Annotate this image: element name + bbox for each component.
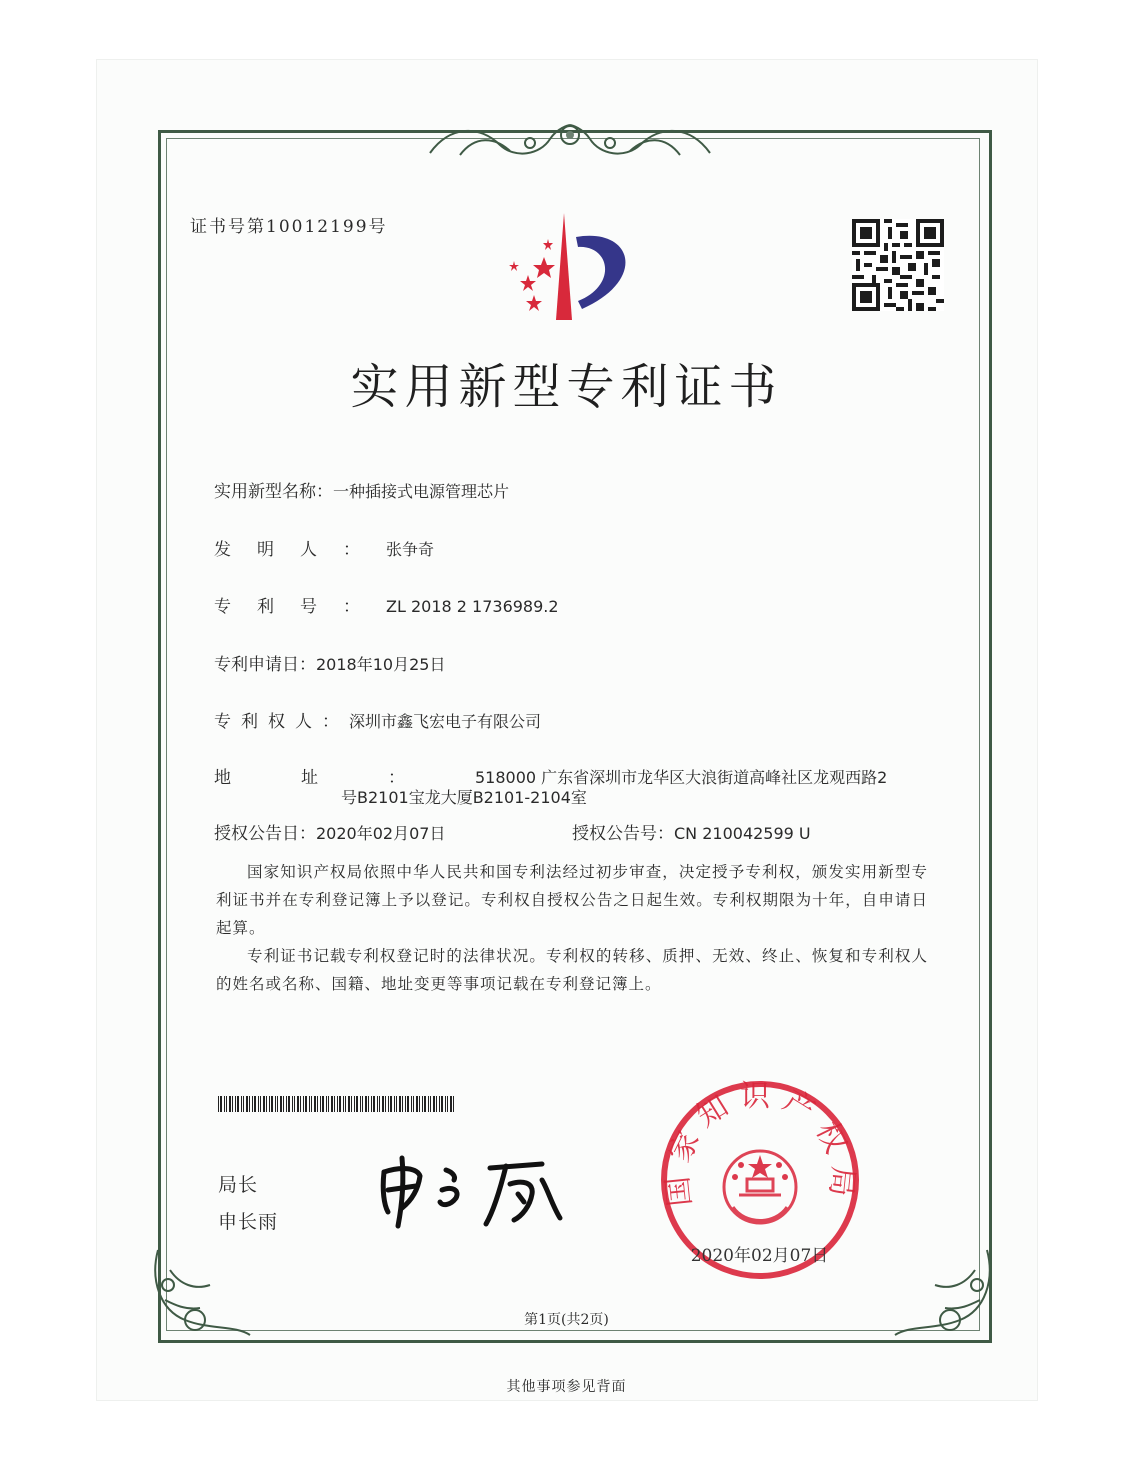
field-utility-model-name xyxy=(214,477,509,502)
barcode-bar xyxy=(280,1096,282,1112)
barcode-bar xyxy=(286,1096,287,1112)
barcode-bar xyxy=(252,1096,253,1112)
barcode-bar xyxy=(445,1096,446,1112)
barcode-bar xyxy=(411,1096,412,1112)
barcode-bar xyxy=(334,1096,335,1112)
barcode xyxy=(218,1096,458,1112)
barcode-bar xyxy=(428,1096,429,1112)
bottom-left-ornament xyxy=(140,1240,260,1350)
seal-date: 2020年02月07日 xyxy=(690,1246,829,1266)
back-note: 其他事项参见背面 xyxy=(506,1379,627,1395)
bottom-right-ornament xyxy=(885,1240,1005,1350)
barcode-bar xyxy=(263,1096,265,1112)
announcement-date: 2020年02月07日 xyxy=(316,824,446,843)
barcode-bar xyxy=(339,1096,341,1112)
barcode-bar xyxy=(243,1096,244,1112)
barcode-bar xyxy=(331,1096,333,1112)
barcode-bar xyxy=(362,1096,363,1112)
certificate-title: 实用新型专利证书 xyxy=(350,359,783,415)
top-ornament xyxy=(420,115,720,163)
barcode-bar xyxy=(260,1096,261,1112)
barcode-bar xyxy=(326,1096,327,1112)
barcode-bar xyxy=(343,1096,344,1112)
statement-paragraph-1: 国家知识产权局依照中华人民共和国专利法经过初步审查，决定授予专利权，颁发实用新型专利证书并在专利登记簿上予以登记。专利权自授权公告之日起生效。专利权期限为十年，自申请日起算。 xyxy=(216,863,928,937)
barcode-bar xyxy=(297,1096,299,1112)
field-label: 地址： xyxy=(214,768,475,788)
patent-office-logo xyxy=(498,205,648,323)
inventor-name: 张争奇 xyxy=(386,540,435,559)
barcode-bar xyxy=(345,1096,346,1112)
barcode-bar xyxy=(305,1096,307,1112)
barcode-bar xyxy=(337,1096,338,1112)
barcode-bar xyxy=(385,1096,386,1112)
statement-paragraph-2: 专利证书记载专利权登记时的法律状况。专利权的转移、质押、无效、终止、恢复和专利权人的姓名或名称、国籍、地址变更等事项记载在专利登记簿上。 xyxy=(216,947,928,993)
barcode-bar xyxy=(416,1096,418,1112)
barcode-bar xyxy=(390,1096,392,1112)
barcode-bar xyxy=(235,1096,236,1112)
field-announcement-number xyxy=(572,819,811,844)
barcode-bar xyxy=(229,1096,231,1112)
page-number: 第1页(共2页) xyxy=(524,1312,609,1328)
utility-model-name: 一种插接式电源管理芯片 xyxy=(333,482,510,501)
barcode-bar xyxy=(447,1096,448,1112)
barcode-bar xyxy=(377,1096,378,1112)
barcode-bar xyxy=(226,1096,227,1112)
barcode-bar xyxy=(360,1096,361,1112)
barcode-bar xyxy=(379,1096,380,1112)
barcode-bar xyxy=(433,1096,435,1112)
barcode-bar xyxy=(288,1096,290,1112)
barcode-bar xyxy=(402,1096,403,1112)
barcode-bar xyxy=(354,1096,355,1112)
field-label: 授权公告号： xyxy=(572,824,674,844)
barcode-bar xyxy=(328,1096,329,1112)
barcode-bar xyxy=(371,1096,372,1112)
filing-date: 2018年10月25日 xyxy=(316,655,446,674)
barcode-bar xyxy=(382,1096,384,1112)
director-name: 申长雨 xyxy=(218,1211,279,1233)
barcode-bar xyxy=(269,1096,270,1112)
barcode-bar xyxy=(271,1096,273,1112)
barcode-bar xyxy=(322,1096,324,1112)
barcode-bar xyxy=(300,1096,301,1112)
field-label: 专利权人： xyxy=(214,712,349,732)
barcode-bar xyxy=(317,1096,318,1112)
barcode-bar xyxy=(277,1096,278,1112)
barcode-bar xyxy=(365,1096,367,1112)
barcode-bar xyxy=(320,1096,321,1112)
barcode-bar xyxy=(258,1096,259,1112)
field-announcement-date xyxy=(214,819,445,844)
barcode-bar xyxy=(224,1096,225,1112)
barcode-bar xyxy=(439,1096,440,1112)
patent-number: ZL 2018 2 1736989.2 xyxy=(386,597,559,616)
barcode-bar xyxy=(450,1096,452,1112)
field-label: 专利申请日： xyxy=(214,655,316,675)
barcode-bar xyxy=(348,1096,350,1112)
field-label: 专利号： xyxy=(214,597,386,617)
barcode-bar xyxy=(254,1096,256,1112)
barcode-bar xyxy=(351,1096,352,1112)
field-label: 授权公告日： xyxy=(214,824,316,844)
barcode-bar xyxy=(303,1096,304,1112)
barcode-bar xyxy=(246,1096,248,1112)
barcode-bar xyxy=(430,1096,431,1112)
address-line-2: 号B2101宝龙大厦B2101-2104室 xyxy=(341,788,587,807)
barcode-bar xyxy=(388,1096,389,1112)
barcode-bar xyxy=(419,1096,420,1112)
field-label: 实用新型名称： xyxy=(214,482,333,502)
barcode-bar xyxy=(309,1096,310,1112)
barcode-bar xyxy=(241,1096,242,1112)
announcement-number: CN 210042599 U xyxy=(674,824,811,843)
barcode-bar xyxy=(266,1096,267,1112)
svg-text:国家知识产权局: 国家知识产权局 xyxy=(659,1079,861,1209)
barcode-bar xyxy=(218,1096,219,1112)
barcode-bar xyxy=(314,1096,316,1112)
barcode-bar xyxy=(368,1096,369,1112)
barcode-bar xyxy=(292,1096,293,1112)
qr-code xyxy=(852,219,944,311)
barcode-bar xyxy=(283,1096,284,1112)
barcode-bar xyxy=(232,1096,233,1112)
barcode-bar xyxy=(422,1096,423,1112)
barcode-bar xyxy=(405,1096,406,1112)
barcode-bar xyxy=(237,1096,239,1112)
barcode-bar xyxy=(373,1096,375,1112)
director-title: 局长 xyxy=(218,1174,259,1196)
barcode-bar xyxy=(275,1096,276,1112)
barcode-bar xyxy=(453,1096,454,1112)
address-line-1: 518000 广东省深圳市龙华区大浪街道高峰社区龙观西路2 xyxy=(475,768,888,787)
barcode-bar xyxy=(396,1096,397,1112)
field-inventor xyxy=(214,535,434,560)
barcode-bar xyxy=(294,1096,295,1112)
barcode-bar xyxy=(394,1096,395,1112)
field-filing-date xyxy=(214,650,445,675)
barcode-bar xyxy=(407,1096,409,1112)
barcode-bar xyxy=(436,1096,437,1112)
barcode-bar xyxy=(424,1096,426,1112)
field-patent-number xyxy=(214,592,559,617)
field-label: 发明人： xyxy=(214,540,386,560)
barcode-bar xyxy=(413,1096,414,1112)
barcode-bar xyxy=(311,1096,312,1112)
barcode-bar xyxy=(249,1096,250,1112)
barcode-bar xyxy=(441,1096,443,1112)
barcode-bar xyxy=(356,1096,358,1112)
barcode-bar xyxy=(399,1096,401,1112)
patentee-name: 深圳市鑫飞宏电子有限公司 xyxy=(349,712,542,731)
barcode-bar xyxy=(220,1096,222,1112)
field-patentee xyxy=(214,707,541,732)
director-signature xyxy=(372,1150,572,1230)
certificate-number: 证书号第10012199号 xyxy=(190,217,388,237)
